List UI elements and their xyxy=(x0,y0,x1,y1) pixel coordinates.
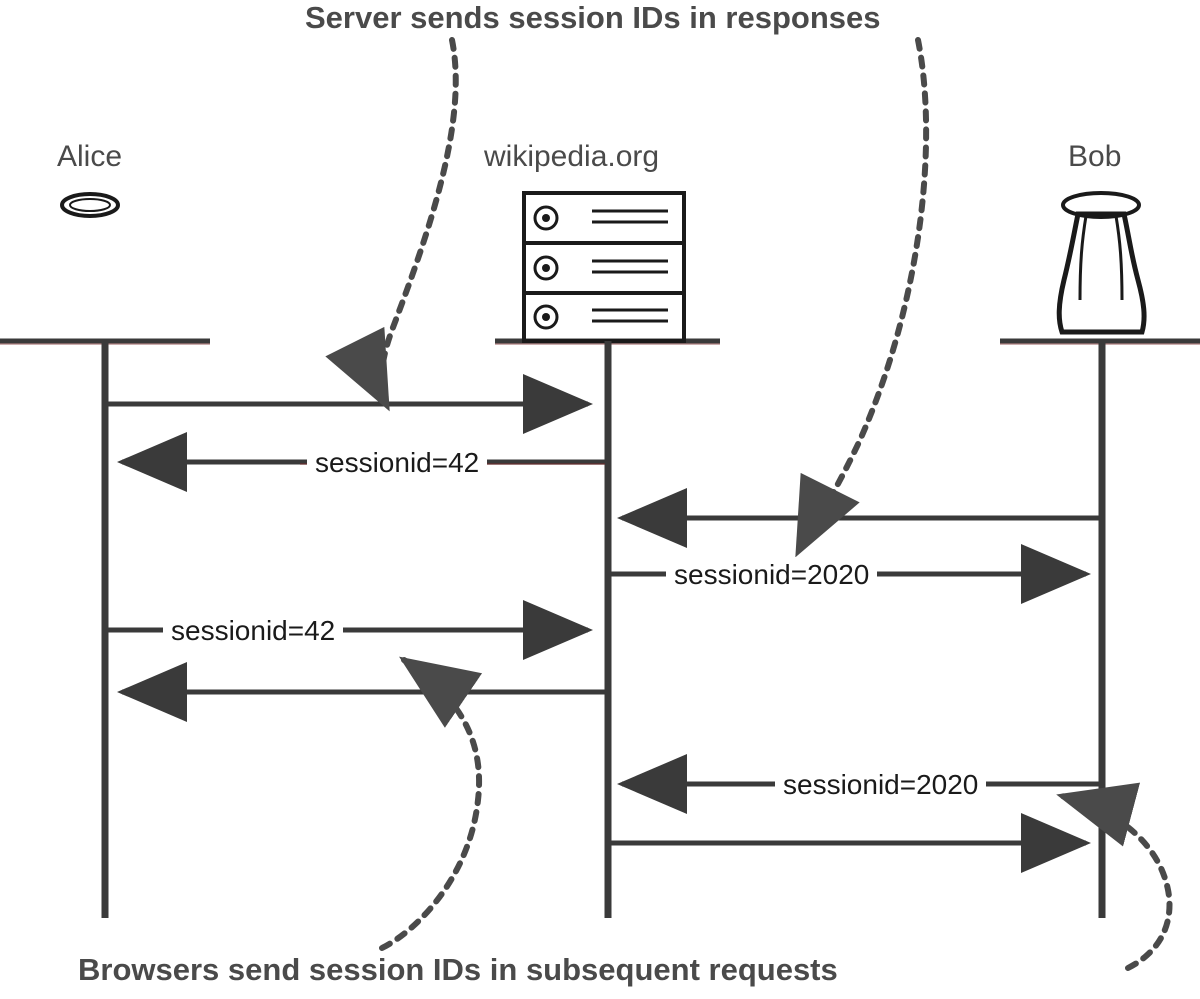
alice-figure-icon xyxy=(62,194,118,216)
bob-figure-icon xyxy=(1059,193,1144,332)
server-rack-icon xyxy=(524,193,684,341)
annotation-pointers xyxy=(382,40,1170,968)
actor-label-server: wikipedia.org xyxy=(484,140,660,173)
actor-label-bob: Bob xyxy=(1068,140,1122,173)
message-label-bob-request-2: sessionid=2020 xyxy=(775,767,986,803)
message-label-alice-request-2: sessionid=42 xyxy=(163,613,343,649)
annotation-server-sends: Server sends session IDs in responses xyxy=(305,0,881,35)
message-label-server-response-2: sessionid=2020 xyxy=(666,557,877,593)
annotation-browsers-send: Browsers send session IDs in subsequent requests xyxy=(78,952,838,987)
actor-label-alice: Alice xyxy=(57,140,123,173)
message-label-server-response-1: sessionid=42 xyxy=(307,445,487,481)
